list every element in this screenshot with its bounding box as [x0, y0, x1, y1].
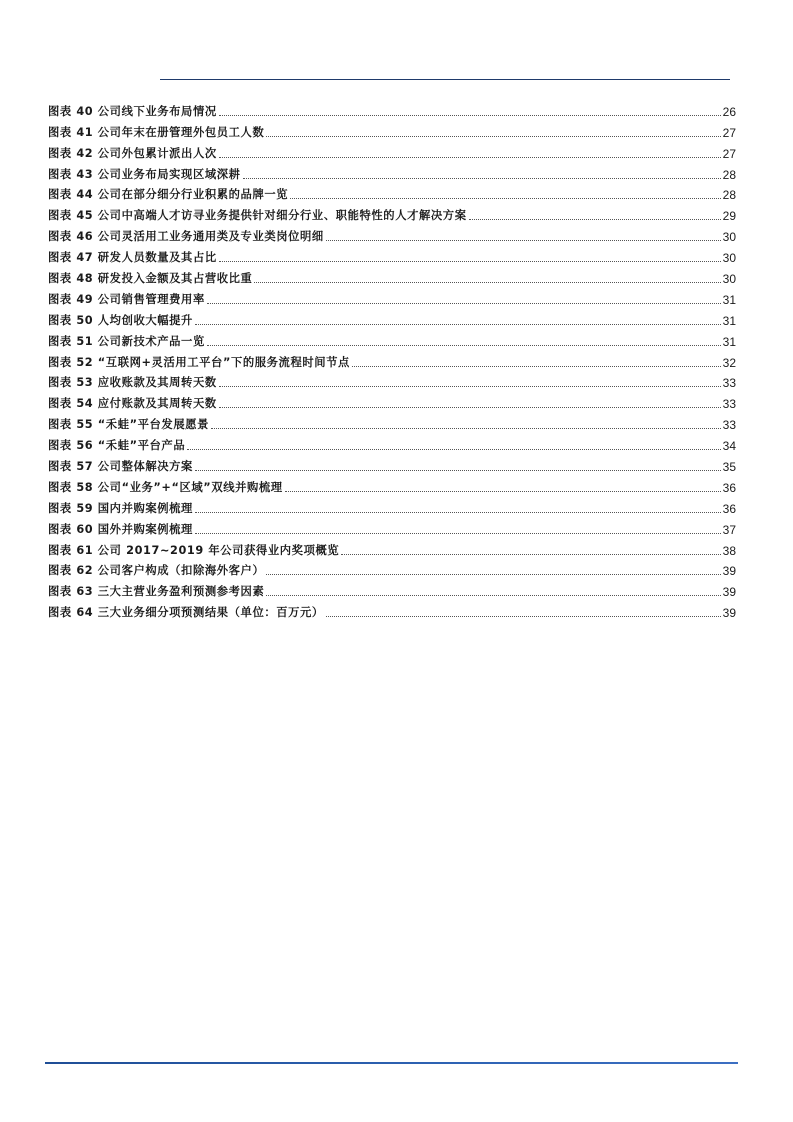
toc-entry[interactable]	[48, 495, 736, 516]
toc-dot-leader	[219, 261, 721, 262]
toc-entry-page: 34	[722, 439, 736, 454]
toc-entry-page: 39	[722, 564, 736, 579]
toc-entry-page: 31	[722, 313, 736, 328]
toc-entry-page: 33	[722, 376, 736, 391]
toc-dot-leader	[326, 240, 721, 241]
toc-entry[interactable]	[48, 370, 736, 391]
toc-entry-page: 30	[722, 251, 736, 266]
toc-entry[interactable]	[48, 140, 736, 161]
toc-entry[interactable]	[48, 599, 736, 620]
toc-entry-title: 图表 51 公司新技术产品一览	[48, 334, 205, 348]
toc-entry-title: 图表 46 公司灵活用工业务通用类及专业类岗位明细	[48, 230, 324, 244]
toc-entry-title: 图表 60 国外并购案例梳理	[48, 522, 193, 536]
toc-entry[interactable]	[48, 286, 736, 307]
footer-rule	[45, 1062, 738, 1064]
toc-entry-title: 图表 40 公司线下业务布局情况	[48, 104, 217, 118]
toc-entry-page: 30	[722, 272, 736, 287]
toc-entry-page: 28	[722, 167, 736, 182]
toc-entry-title: 图表 58 公司“业务”+“区域”双线并购梳理	[48, 480, 283, 494]
toc-entry[interactable]	[48, 411, 736, 432]
toc-entry-title: 图表 47 研发人员数量及其占比	[48, 251, 217, 265]
header-rule	[160, 79, 730, 80]
toc-entry-title: 图表 62 公司客户构成（扣除海外客户）	[48, 564, 265, 578]
toc-entry-title: 图表 44 公司在部分细分行业积累的品牌一览	[48, 188, 289, 202]
toc-entry-page: 35	[722, 460, 736, 475]
toc-dot-leader	[290, 198, 721, 199]
toc-entry-page: 39	[722, 606, 736, 621]
toc-entry-page: 28	[722, 188, 736, 203]
toc-entry[interactable]	[48, 390, 736, 411]
toc-entry-title: 图表 41 公司年末在册管理外包员工人数	[48, 125, 265, 139]
toc-entry[interactable]	[48, 202, 736, 223]
toc-dot-leader	[195, 470, 721, 471]
toc-dot-leader	[266, 136, 720, 137]
table-of-figures	[48, 98, 736, 620]
toc-dot-leader	[195, 533, 721, 534]
toc-entry-title: 图表 57 公司整体解决方案	[48, 460, 193, 474]
toc-entry-title: 图表 49 公司销售管理费用率	[48, 292, 205, 306]
toc-entry[interactable]	[48, 432, 736, 453]
toc-entry[interactable]	[48, 516, 736, 537]
toc-dot-leader	[341, 554, 720, 555]
toc-entry-page: 33	[722, 397, 736, 412]
toc-entry-page: 36	[722, 501, 736, 516]
toc-entry-title: 图表 61 公司 2017~2019 年公司获得业内奖项概览	[48, 543, 340, 557]
toc-entry-page: 32	[722, 355, 736, 370]
toc-dot-leader	[195, 512, 721, 513]
toc-dot-leader	[219, 115, 721, 116]
toc-entry[interactable]	[48, 537, 736, 558]
toc-dot-leader	[195, 324, 721, 325]
toc-entry[interactable]	[48, 349, 736, 370]
toc-entry[interactable]	[48, 474, 736, 495]
toc-dot-leader	[469, 219, 721, 220]
toc-entry-page: 36	[722, 480, 736, 495]
toc-dot-leader	[207, 303, 721, 304]
toc-entry[interactable]	[48, 182, 736, 203]
toc-dot-leader	[266, 574, 720, 575]
toc-dot-leader	[187, 449, 720, 450]
toc-entry-title: 图表 54 应付账款及其周转天数	[48, 397, 217, 411]
toc-entry[interactable]	[48, 558, 736, 579]
toc-entry-title: 图表 55 “禾蛙”平台发展愿景	[48, 418, 210, 432]
toc-entry[interactable]	[48, 119, 736, 140]
toc-entry-title: 图表 43 公司业务布局实现区域深耕	[48, 167, 241, 181]
toc-entry[interactable]	[48, 307, 736, 328]
toc-entry-title: 图表 59 国内并购案例梳理	[48, 501, 193, 515]
toc-dot-leader	[207, 345, 721, 346]
toc-entry[interactable]	[48, 223, 736, 244]
toc-entry-title: 图表 52 “互联网+灵活用工平台”下的服务流程时间节点	[48, 355, 350, 369]
toc-dot-leader	[219, 157, 721, 158]
toc-entry-title: 图表 45 公司中高端人才访寻业务提供针对细分行业、职能特性的人才解决方案	[48, 209, 467, 223]
toc-entry-page: 39	[722, 585, 736, 600]
toc-dot-leader	[266, 595, 720, 596]
toc-dot-leader	[326, 616, 721, 617]
toc-dot-leader	[254, 282, 720, 283]
toc-entry-title: 图表 48 研发投入金额及其占营收比重	[48, 272, 253, 286]
toc-entry[interactable]	[48, 578, 736, 599]
toc-entry[interactable]	[48, 161, 736, 182]
toc-entry-page: 31	[722, 292, 736, 307]
toc-entry-title: 图表 53 应收账款及其周转天数	[48, 376, 217, 390]
toc-dot-leader	[352, 366, 721, 367]
toc-entry[interactable]	[48, 244, 736, 265]
toc-entry-page: 37	[722, 522, 736, 537]
toc-entry-page: 27	[722, 146, 736, 161]
toc-entry-title: 图表 50 人均创收大幅提升	[48, 313, 193, 327]
toc-entry-page: 29	[722, 209, 736, 224]
toc-entry-title: 图表 63 三大主营业务盈利预测参考因素	[48, 585, 265, 599]
toc-entry[interactable]	[48, 328, 736, 349]
toc-entry-page: 30	[722, 230, 736, 245]
toc-entry-page: 33	[722, 418, 736, 433]
toc-dot-leader	[285, 491, 721, 492]
toc-dot-leader	[219, 407, 721, 408]
toc-dot-leader	[219, 386, 721, 387]
toc-entry-title: 图表 64 三大业务细分项预测结果（单位：百万元）	[48, 606, 324, 620]
toc-entry-page: 26	[722, 104, 736, 119]
toc-entry-title: 图表 42 公司外包累计派出人次	[48, 146, 217, 160]
toc-dot-leader	[243, 178, 721, 179]
toc-entry-page: 27	[722, 125, 736, 140]
toc-entry[interactable]	[48, 453, 736, 474]
toc-entry[interactable]	[48, 98, 736, 119]
toc-entry-title: 图表 56 “禾蛙”平台产品	[48, 439, 186, 453]
toc-entry-page: 38	[722, 543, 736, 558]
toc-dot-leader	[211, 428, 721, 429]
toc-entry[interactable]	[48, 265, 736, 286]
toc-entry-page: 31	[722, 334, 736, 349]
